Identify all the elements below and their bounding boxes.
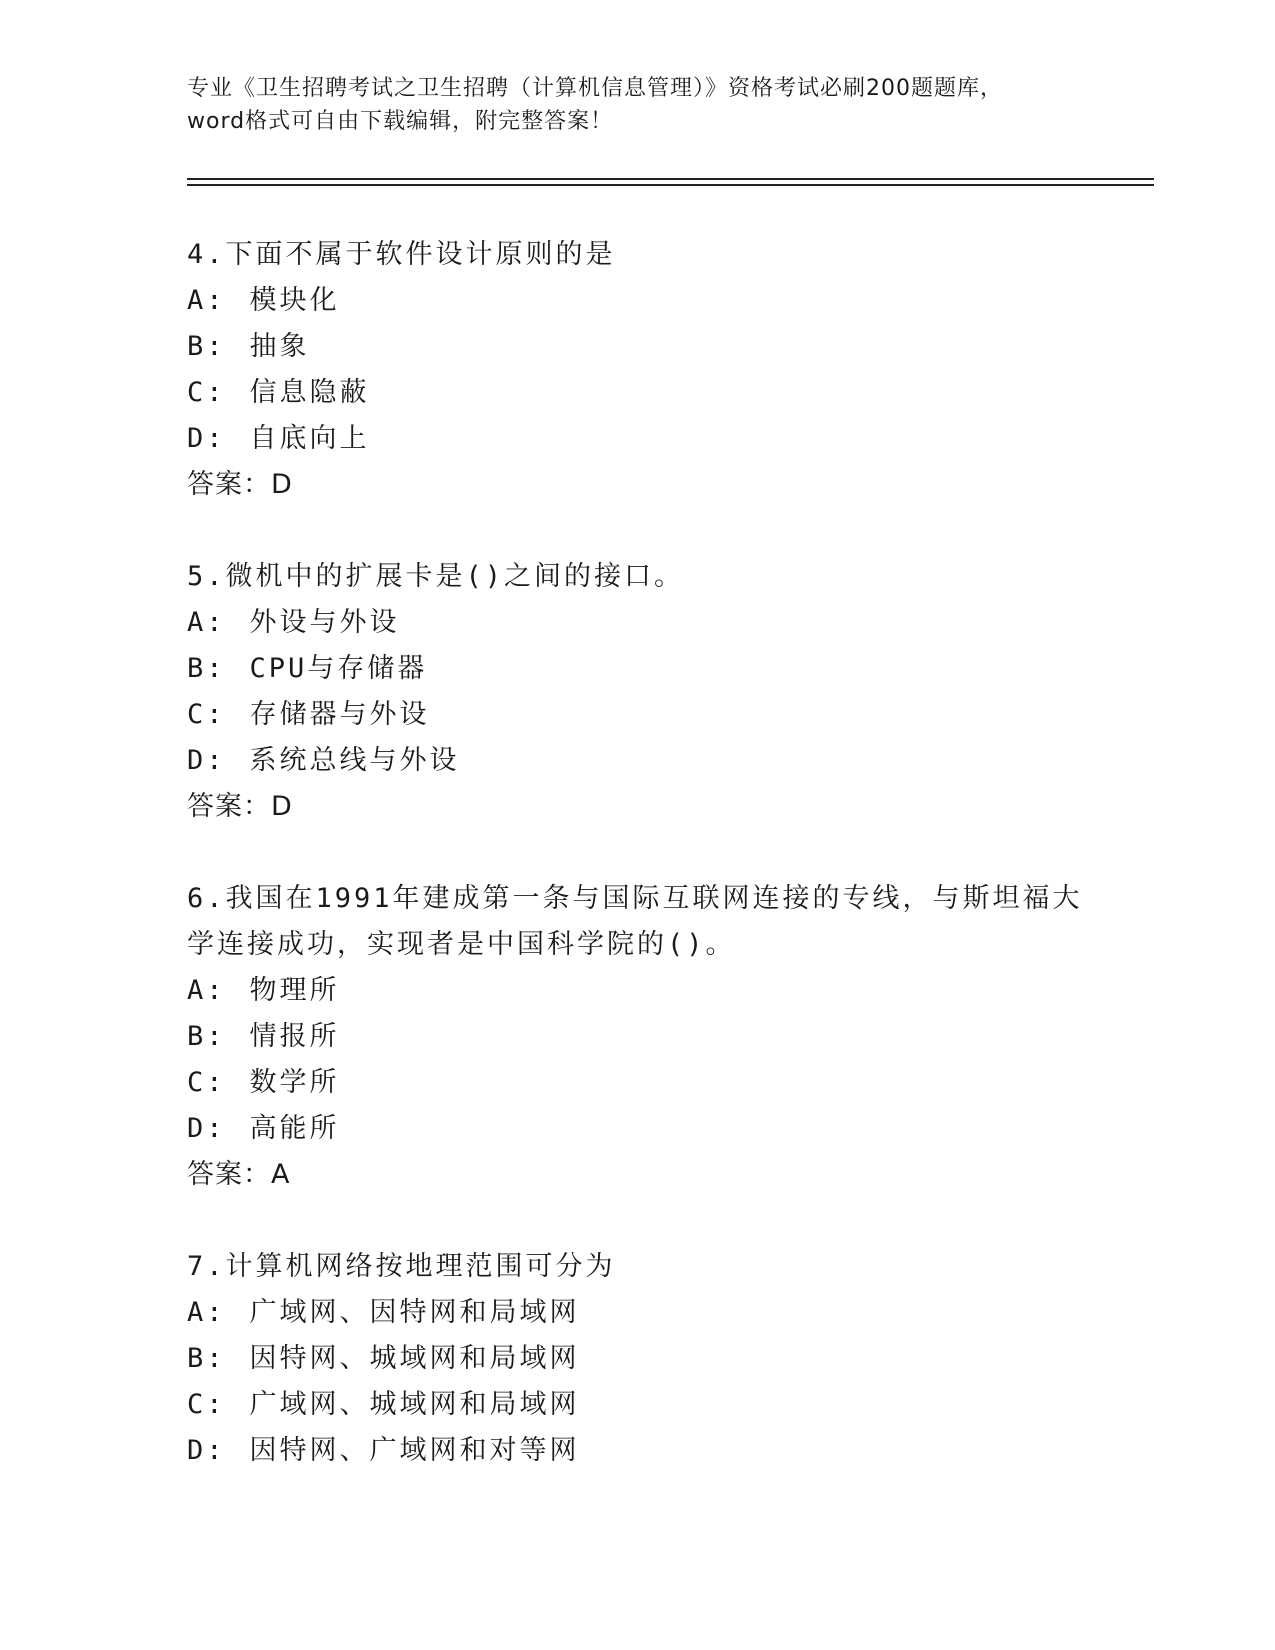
option-text: 信息隐蔽 [249, 377, 370, 408]
question-item [187, 232, 1087, 508]
option-text: 广域网、城域网和局域网 [249, 1389, 580, 1420]
option-b [187, 324, 1087, 370]
question-list [187, 232, 1087, 1520]
option-letter: A: [187, 607, 226, 638]
option-letter: C: [187, 1067, 226, 1098]
answer-line: 答案：A [187, 1159, 291, 1190]
option-letter: D: [187, 1435, 226, 1466]
option-letter: D: [187, 745, 226, 776]
option-letter: C: [187, 377, 226, 408]
option-text: 抽象 [249, 331, 310, 362]
option-c [187, 1382, 1087, 1428]
option-text: 物理所 [249, 975, 340, 1006]
option-text: 因特网、广域网和对等网 [249, 1435, 580, 1466]
option-text: 外设与外设 [249, 607, 400, 638]
option-d [187, 1106, 1087, 1152]
header-divider-top [187, 178, 1154, 180]
option-b [187, 646, 1087, 692]
option-c [187, 692, 1087, 738]
document-header [187, 72, 1087, 138]
answer-line: 答案：D [187, 469, 293, 500]
option-text: CPU与存储器 [249, 653, 428, 684]
option-d [187, 416, 1087, 462]
option-letter: A: [187, 1297, 226, 1328]
option-d [187, 1428, 1087, 1474]
option-letter: B: [187, 331, 226, 362]
question-text: 5.微机中的扩展卡是()之间的接口。 [187, 561, 685, 592]
option-text: 模块化 [249, 285, 340, 316]
header-divider-bottom [187, 184, 1154, 186]
answer-line: 答案：D [187, 791, 293, 822]
option-letter: D: [187, 423, 226, 454]
option-text: 情报所 [249, 1021, 340, 1052]
option-letter: B: [187, 1343, 226, 1374]
option-letter: B: [187, 653, 226, 684]
question-text: 4.下面不属于软件设计原则的是 [187, 239, 616, 270]
option-c [187, 370, 1087, 416]
header-line-2: word格式可自由下载编辑，附完整答案！ [187, 109, 614, 134]
option-a [187, 600, 1087, 646]
option-d [187, 738, 1087, 784]
option-b [187, 1014, 1087, 1060]
question-text: 7.计算机网络按地理范围可分为 [187, 1251, 616, 1282]
option-letter: C: [187, 1389, 226, 1420]
option-letter: A: [187, 285, 226, 316]
option-text: 数学所 [249, 1067, 340, 1098]
option-text: 系统总线与外设 [249, 745, 460, 776]
question-item [187, 876, 1087, 1198]
option-letter: D: [187, 1113, 226, 1144]
option-a [187, 278, 1087, 324]
question-item [187, 1244, 1087, 1474]
option-text: 自底向上 [249, 423, 370, 454]
header-line-1: 专业《卫生招聘考试之卫生招聘（计算机信息管理）》资格考试必刷200题题库， [187, 76, 1003, 101]
option-letter: A: [187, 975, 226, 1006]
option-text: 高能所 [249, 1113, 340, 1144]
question-item [187, 554, 1087, 830]
option-b [187, 1336, 1087, 1382]
option-a [187, 1290, 1087, 1336]
option-letter: C: [187, 699, 226, 730]
question-text: 6.我国在1991年建成第一条与国际互联网连接的专线，与斯坦福大学连接成功，实现者是中国科学院的()。 [187, 883, 1083, 960]
option-text: 广域网、因特网和局域网 [249, 1297, 580, 1328]
option-a [187, 968, 1087, 1014]
option-letter: B: [187, 1021, 226, 1052]
option-text: 因特网、城域网和局域网 [249, 1343, 580, 1374]
option-c [187, 1060, 1087, 1106]
option-text: 存储器与外设 [249, 699, 430, 730]
